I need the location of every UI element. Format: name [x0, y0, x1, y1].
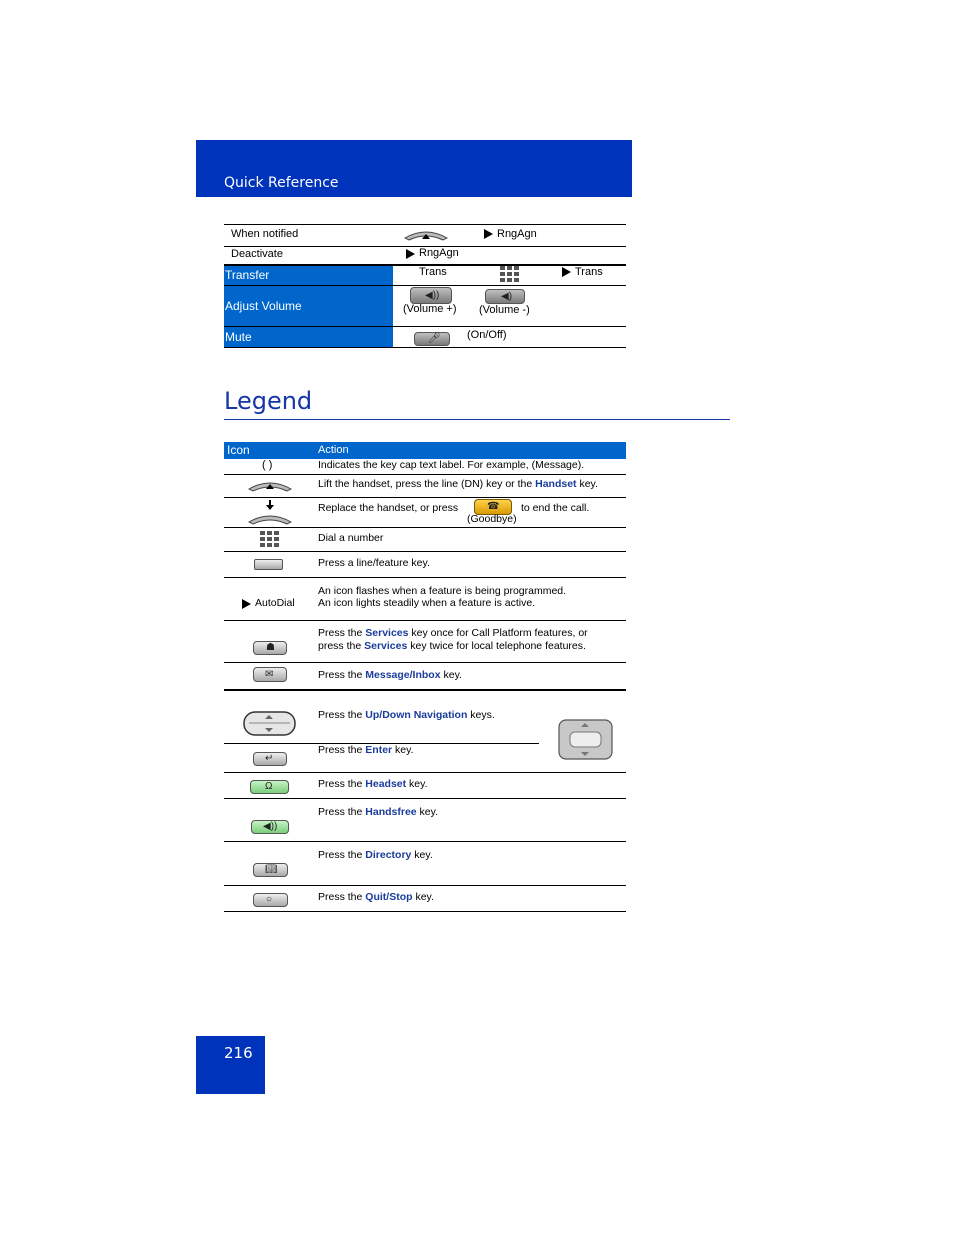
goodbye-key-icon: ☎︎: [474, 499, 512, 515]
feature-indicator-icon: [484, 229, 493, 239]
services-text-line2: press the Services key twice for local telephone features.: [318, 640, 586, 652]
navigation-cluster-icon: [558, 719, 613, 760]
handset-keyword: Handset: [535, 478, 577, 490]
table-rule: [224, 689, 626, 691]
row-label-when-notified: When notified: [231, 228, 299, 240]
table-row: Press the Enter key.: [318, 744, 414, 756]
trans-label: Trans: [419, 266, 447, 278]
services-keyword: Services: [364, 640, 408, 652]
services-text-line1: Press the Services key once for Call Platform features, or: [318, 627, 588, 639]
table-row: Press the Quit/Stop key.: [318, 891, 434, 903]
table-row: Indicates the key cap text label. For example, (Message).: [318, 459, 585, 471]
table-rule: [224, 347, 626, 348]
goodbye-label: (Goodbye): [467, 513, 517, 525]
legend-table-header: [224, 442, 626, 459]
enter-key-icon: ↵: [253, 752, 287, 766]
section-title: Quick Reference: [224, 175, 339, 191]
directory-key-icon: 📖︎: [253, 863, 288, 877]
table-rule: [224, 662, 626, 663]
mute-key-icon: 🎤︎: [414, 332, 450, 346]
table-rule: [224, 798, 626, 799]
navigation-key-icon: [243, 711, 296, 736]
table-rule: [224, 620, 626, 621]
legend-title: Legend: [224, 387, 313, 415]
message-inbox-keyword: Message/Inbox: [365, 669, 441, 681]
table-rule: [224, 577, 626, 578]
autodial-label: AutoDial: [255, 597, 295, 609]
feature-indicator-icon: [406, 249, 415, 259]
table-rule: [224, 497, 626, 498]
table-row: Press the Directory key.: [318, 849, 433, 861]
rngagn-label: RngAgn: [497, 228, 537, 240]
feature-indicator-icon: [562, 267, 571, 277]
icon-column-header: Icon: [227, 443, 250, 457]
services-key-icon: ☗: [253, 641, 287, 655]
volume-down-label: (Volume -): [479, 304, 530, 316]
table-row: Lift the handset, press the line (DN) key or the Handset key.: [318, 478, 598, 490]
headset-key-icon: Ω: [250, 780, 289, 794]
replace-handset-text: Replace the handset, or press: [318, 502, 459, 514]
line-key-icon: [254, 559, 283, 570]
trans-label: Trans: [575, 266, 603, 278]
table-rule: [224, 527, 626, 528]
navigation-keyword: Up/Down Navigation: [365, 709, 468, 721]
feature-indicator-icon: [242, 599, 251, 609]
mute-label: (On/Off): [467, 329, 507, 341]
keycap-label-example: ( ): [262, 459, 273, 471]
row-label-adjust-volume: Adjust Volume: [224, 286, 393, 326]
table-rule: [224, 551, 626, 552]
table-rule: [224, 911, 626, 912]
rngagn-label: RngAgn: [419, 247, 459, 259]
volume-up-label: (Volume +): [403, 303, 457, 315]
table-row: Dial a number: [318, 532, 384, 544]
enter-keyword: Enter: [365, 744, 393, 756]
quit-stop-key-icon: ○: [253, 893, 288, 907]
directory-keyword: Directory: [365, 849, 412, 861]
volume-down-key-icon: ◀): [485, 289, 525, 304]
message-inbox-key-icon: ✉︎: [253, 667, 287, 682]
table-row: Press the Message/Inbox key.: [318, 669, 462, 681]
table-rule: [224, 841, 626, 842]
headset-keyword: Headset: [365, 778, 407, 790]
volume-up-key-icon: ◀)): [410, 287, 452, 304]
table-row: Press the Headset key.: [318, 778, 428, 790]
table-rule: [224, 772, 626, 773]
handset-lift-icon: [403, 228, 449, 244]
quit-stop-keyword: Quit/Stop: [365, 891, 413, 903]
legend-rule: [224, 419, 730, 420]
row-label-transfer: Transfer: [224, 266, 393, 285]
handsfree-key-icon: ◀)): [251, 820, 289, 834]
handsfree-keyword: Handsfree: [365, 806, 417, 818]
page-number: 216: [224, 1044, 253, 1062]
row-label-mute: Mute: [224, 327, 393, 347]
table-rule: [224, 224, 626, 225]
services-keyword: Services: [365, 627, 409, 639]
table-row: Press a line/feature key.: [318, 557, 430, 569]
table-rule: [224, 885, 626, 886]
handset-replace-icon: [247, 500, 293, 526]
handset-lift-icon: [247, 478, 293, 494]
table-row: Press the Up/Down Navigation keys.: [318, 709, 495, 721]
table-row: Press the Handsfree key.: [318, 806, 439, 818]
end-call-text: to end the call.: [521, 502, 590, 514]
feature-flash-text: An icon flashes when a feature is being programmed.: [318, 585, 567, 597]
dialpad-icon: [260, 531, 279, 547]
feature-steady-text: An icon lights steadily when a feature is active.: [318, 597, 536, 609]
action-column-header: Action: [318, 444, 349, 456]
row-label-deactivate: Deactivate: [231, 248, 283, 260]
dialpad-icon: [500, 266, 519, 282]
table-rule: [224, 474, 626, 475]
